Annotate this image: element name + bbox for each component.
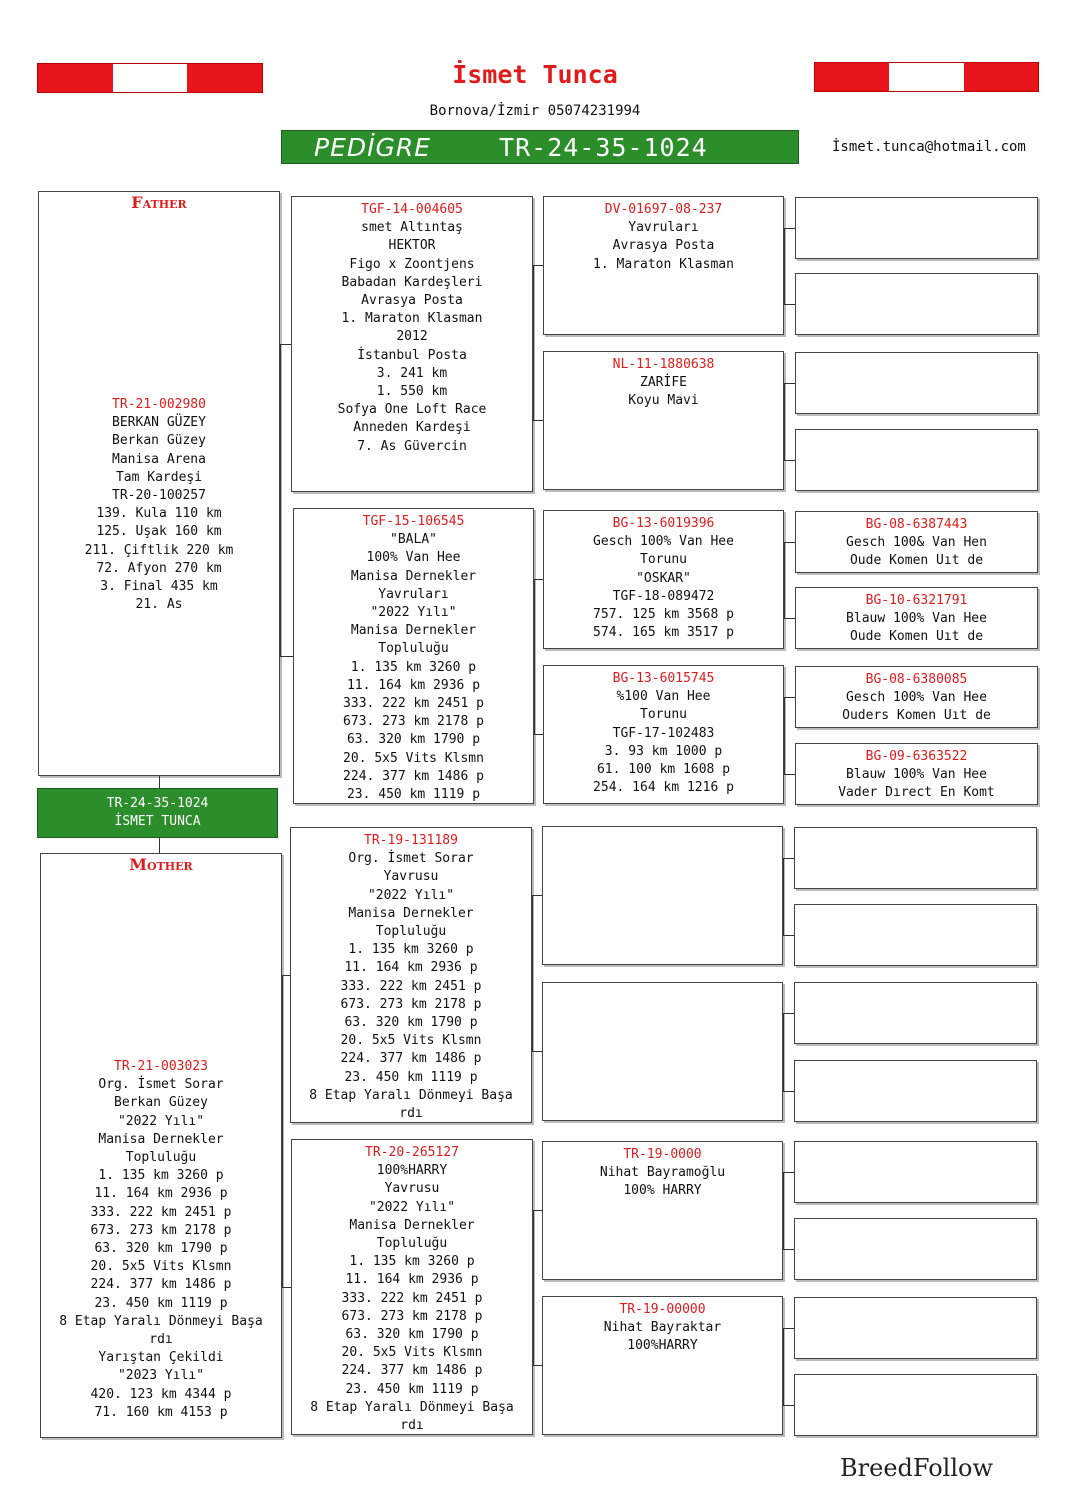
card-text-line: 1. Maraton Klasman bbox=[341, 311, 483, 327]
grandsire-paternal-card[interactable] bbox=[291, 196, 533, 492]
ancestor-g4-card-12[interactable] bbox=[794, 1060, 1037, 1122]
card-text-line: 1. Maraton Klasman bbox=[593, 256, 734, 272]
card-text-line: Figo x Zoontjens bbox=[349, 256, 475, 272]
mother-card[interactable] bbox=[40, 853, 282, 1438]
ancestor-mff-card[interactable] bbox=[542, 826, 783, 965]
connector-g3-6b bbox=[783, 1091, 794, 1092]
card-text-line: "2023 Yılı" bbox=[117, 1368, 205, 1384]
card-text-line: ZARİFE bbox=[640, 375, 687, 391]
card-text-line: 224. 377 km 1486 p bbox=[90, 1277, 232, 1293]
card-text-line: 224. 377 km 1486 p bbox=[341, 1363, 483, 1379]
card-lines bbox=[796, 766, 1037, 802]
card-text-line: TR-20-100257 bbox=[112, 488, 206, 504]
card-text-line: Topluluğu bbox=[125, 1150, 197, 1166]
connector-g3-2b bbox=[784, 460, 795, 461]
connector-ff-trunk bbox=[533, 265, 534, 421]
card-ring: BG-08-6380085 bbox=[865, 672, 968, 687]
card-text-line: 8 Etap Yaralı Dönmeyi Başa bbox=[310, 1399, 514, 1415]
connector-g3-4a bbox=[784, 697, 795, 698]
connector-g3-7b bbox=[783, 1249, 794, 1250]
card-ring: TR-19-131189 bbox=[364, 833, 458, 848]
card-text-line: 1. 135 km 3260 p bbox=[98, 1168, 224, 1184]
card-text-line: 20. 5x5 Vits Klsmn bbox=[343, 750, 484, 766]
card-text-line: 673. 273 km 2178 p bbox=[341, 1308, 483, 1324]
card-lines bbox=[543, 1164, 782, 1200]
subject-owner: İSMET TUNCA bbox=[114, 814, 201, 829]
card-lines bbox=[544, 688, 783, 797]
card-text-line: Babadan Kardeşleri bbox=[341, 274, 483, 290]
card-text-line: 20. 5x5 Vits Klsmn bbox=[90, 1259, 232, 1275]
card-text-line: 23. 450 km 1119 p bbox=[345, 1381, 479, 1397]
connector-subject-father bbox=[159, 776, 160, 788]
connector-mm-a bbox=[533, 1210, 542, 1211]
card-text-line: HEKTOR bbox=[388, 238, 436, 254]
mother-lines bbox=[41, 1076, 281, 1422]
flag-right bbox=[814, 62, 1039, 92]
granddam-maternal-card[interactable] bbox=[291, 1139, 533, 1435]
card-text-line: 63. 320 km 1790 p bbox=[345, 1327, 479, 1343]
ancestor-g4-card-4[interactable] bbox=[795, 429, 1038, 491]
connector-mf-a bbox=[532, 895, 542, 896]
connector-mm-b bbox=[533, 1365, 542, 1366]
card-text-line: Oude Komen Uıt de bbox=[849, 629, 984, 645]
card-text-line: Torunu bbox=[640, 552, 687, 568]
connector-mother-trunk bbox=[282, 975, 283, 1287]
card-text-line: Tam Kardeşi bbox=[115, 469, 203, 485]
card-text-line: 11. 164 km 2936 p bbox=[344, 960, 478, 976]
connector-mm-trunk bbox=[533, 1210, 534, 1366]
card-text-line: 61. 100 km 1608 p bbox=[596, 762, 731, 778]
connector-g3-2a bbox=[784, 383, 795, 384]
card-text-line: BERKAN GÜZEY bbox=[112, 415, 206, 431]
ancestor-g4-card-9[interactable] bbox=[794, 827, 1037, 889]
breeder-address: Bornova/İzmir 05074231994 bbox=[429, 103, 641, 119]
card-text-line: 333. 222 km 2451 p bbox=[90, 1204, 232, 1220]
connector-subject-mother bbox=[159, 838, 160, 853]
ancestor-g4-card-7[interactable] bbox=[795, 666, 1038, 728]
connector-g3-8a bbox=[783, 1328, 794, 1329]
card-text-line: Gesch 100% Van Hee bbox=[593, 534, 734, 550]
card-text-line: 125. Uşak 160 km bbox=[96, 524, 222, 540]
father-header: Father bbox=[131, 193, 187, 212]
card-text-line: rdı bbox=[149, 1332, 173, 1348]
card-ring: TR-19-0000 bbox=[623, 1147, 702, 1162]
card-text-line: 673. 273 km 2178 p bbox=[90, 1222, 232, 1238]
card-text-line: Manisa Dernekler bbox=[350, 623, 477, 639]
connector-fm-trunk bbox=[534, 579, 535, 735]
card-text-line: 139. Kula 110 km bbox=[96, 506, 222, 522]
connector-mf-b bbox=[532, 1051, 542, 1052]
card-ring: TGF-14-004605 bbox=[361, 202, 463, 217]
connector-father-trunk bbox=[280, 344, 281, 656]
card-text-line: TGF-18-089472 bbox=[612, 588, 715, 604]
card-text-line: 211. Çiftlik 220 km bbox=[84, 542, 234, 558]
card-text-line: Anneden Kardeşi bbox=[353, 420, 471, 436]
card-text-line: Blauw 100% Van Hee bbox=[846, 767, 987, 783]
card-text-line: Topluluğu bbox=[376, 1236, 448, 1252]
card-text-line: Avrasya Posta bbox=[612, 238, 715, 254]
ancestor-fff-card[interactable] bbox=[543, 196, 784, 335]
pedigree-banner bbox=[281, 130, 799, 164]
card-text-line: 254. 164 km 1216 p bbox=[593, 780, 734, 796]
card-lines bbox=[543, 1319, 782, 1355]
connector-g3-3 bbox=[784, 542, 785, 618]
card-lines bbox=[544, 219, 783, 274]
card-text-line: 8 Etap Yaralı Dönmeyi Başa bbox=[309, 1087, 513, 1103]
ancestor-g4-card-3[interactable] bbox=[795, 352, 1038, 414]
card-text-line: 100%HARRY bbox=[627, 1338, 698, 1354]
card-text-line: Blauw 100% Van Hee bbox=[846, 611, 987, 627]
card-ring: DV-01697-08-237 bbox=[604, 202, 723, 217]
card-text-line: 100% HARRY bbox=[623, 1183, 702, 1199]
card-text-line: 23. 450 km 1119 p bbox=[346, 787, 481, 803]
card-text-line: 20. 5x5 Vits Klsmn bbox=[340, 1033, 482, 1049]
card-lines bbox=[796, 610, 1037, 646]
card-text-line: 63. 320 km 1790 p bbox=[94, 1241, 228, 1257]
card-text-line: rdı bbox=[399, 1106, 423, 1122]
card-text-line: 21. As bbox=[135, 597, 183, 613]
card-ring: BG-09-6363522 bbox=[865, 749, 968, 764]
connector-mother-mf bbox=[282, 975, 291, 976]
father-ring: TR-21-002980 bbox=[112, 397, 206, 412]
breeder-email: İsmet.tunca@hotmail.com bbox=[832, 139, 1026, 155]
card-text-line: "2022 Yılı" bbox=[117, 1113, 205, 1129]
connector-ff-a bbox=[533, 265, 543, 266]
card-text-line: 1. 550 km bbox=[376, 384, 448, 400]
ancestor-fmf-card[interactable] bbox=[543, 510, 784, 649]
card-text-line: Manisa Dernekler bbox=[350, 568, 477, 584]
mother-ring: TR-21-003023 bbox=[114, 1059, 208, 1074]
ancestor-g4-card-11[interactable] bbox=[794, 982, 1037, 1044]
card-lines bbox=[292, 219, 532, 456]
connector-g3-6 bbox=[783, 1013, 784, 1091]
mother-header: Mother bbox=[129, 855, 193, 874]
card-text-line: 1. 135 km 3260 p bbox=[350, 659, 477, 675]
card-text-line: Topluluğu bbox=[378, 641, 449, 657]
card-text-line: 100% Van Hee bbox=[366, 550, 461, 566]
connector-g3-4 bbox=[784, 697, 785, 774]
card-ring: BG-13-6015745 bbox=[612, 671, 715, 686]
card-text-line: 673. 273 km 2178 p bbox=[340, 996, 482, 1012]
card-text-line: 71. 160 km 4153 p bbox=[94, 1404, 228, 1420]
card-text-line: 20. 5x5 Vits Klsmn bbox=[341, 1345, 483, 1361]
card-text-line: Yarıştan Çekildi bbox=[98, 1350, 224, 1366]
ancestor-mmm-card[interactable] bbox=[542, 1296, 783, 1435]
card-text-line: 333. 222 km 2451 p bbox=[340, 978, 482, 994]
ancestor-ffm-card[interactable] bbox=[543, 351, 784, 490]
card-text-line: "2022 Yılı" bbox=[370, 605, 457, 621]
card-text-line: rdı bbox=[400, 1418, 424, 1434]
connector-g3-7 bbox=[783, 1172, 784, 1249]
ancestor-g4-card-14[interactable] bbox=[794, 1218, 1037, 1280]
connector-g3-1 bbox=[784, 228, 785, 305]
card-lines bbox=[292, 1162, 532, 1435]
connector-g3-6a bbox=[783, 1013, 794, 1014]
subject-ring: TR-24-35-1024 bbox=[106, 796, 209, 811]
card-text-line: 333. 222 km 2451 p bbox=[343, 696, 484, 712]
card-text-line: 11. 164 km 2936 p bbox=[94, 1186, 228, 1202]
card-text-line: Ouders Komen Uıt de bbox=[842, 708, 991, 724]
ancestor-g4-card-10[interactable] bbox=[794, 904, 1037, 966]
card-text-line: 11. 164 km 2936 p bbox=[346, 677, 481, 693]
card-lines bbox=[291, 850, 531, 1123]
ancestor-g4-card-1[interactable] bbox=[795, 197, 1038, 259]
connector-g3-1a bbox=[784, 228, 795, 229]
connector-g3-8 bbox=[783, 1328, 784, 1405]
card-text-line: "OSKAR" bbox=[636, 570, 691, 586]
card-text-line: 63. 320 km 1790 p bbox=[344, 1015, 478, 1031]
card-text-line: Oude Komen Uıt de bbox=[849, 553, 984, 569]
pedigree-number: TR-24-35-1024 bbox=[499, 132, 708, 162]
connector-g3-4b bbox=[784, 774, 795, 775]
card-text-line: 673. 273 km 2178 p bbox=[343, 714, 484, 730]
card-text-line: 23. 450 km 1119 p bbox=[344, 1069, 478, 1085]
connector-fm-b bbox=[534, 734, 543, 735]
card-text-line: Berkan Güzey bbox=[112, 433, 206, 449]
card-ring: TGF-15-106545 bbox=[362, 514, 465, 529]
ancestor-g4-card-2[interactable] bbox=[795, 273, 1038, 335]
card-text-line: 224. 377 km 1486 p bbox=[340, 1051, 482, 1067]
ancestor-g4-card-16[interactable] bbox=[794, 1374, 1037, 1436]
card-text-line: Koyu Mavi bbox=[628, 393, 699, 409]
card-text-line: 3. 241 km bbox=[376, 365, 448, 381]
card-text-line: Yavrusu bbox=[383, 869, 439, 885]
father-lines bbox=[39, 414, 279, 614]
card-text-line: 3. Final 435 km bbox=[100, 579, 218, 595]
ancestor-mmf-card[interactable] bbox=[542, 1141, 783, 1280]
ancestor-g4-card-6[interactable] bbox=[795, 587, 1038, 649]
card-text-line: Berkan Güzey bbox=[114, 1095, 208, 1111]
connector-g3-7a bbox=[783, 1172, 794, 1173]
card-text-line: "2022 Yılı" bbox=[368, 1199, 456, 1215]
card-text-line: 8 Etap Yaralı Dönmeyi Başa bbox=[59, 1313, 263, 1329]
card-ring: BG-10-6321791 bbox=[865, 593, 968, 608]
card-lines bbox=[294, 531, 533, 804]
connector-g3-3b bbox=[784, 618, 795, 619]
connector-g3-5 bbox=[783, 858, 784, 935]
ancestor-g4-card-15[interactable] bbox=[794, 1297, 1037, 1359]
card-lines bbox=[544, 533, 783, 642]
card-text-line: Avrasya Posta bbox=[361, 293, 463, 309]
card-lines bbox=[796, 534, 1037, 570]
connector-fm-a bbox=[534, 579, 543, 580]
card-text-line: "BALA" bbox=[390, 532, 437, 548]
card-text-line: Nihat Bayraktar bbox=[603, 1320, 722, 1336]
card-text-line: Org. İsmet Sorar bbox=[348, 851, 474, 867]
connector-mf-trunk bbox=[532, 895, 533, 1052]
card-text-line: Manisa Dernekler bbox=[98, 1131, 224, 1147]
ancestor-mfm-card[interactable] bbox=[542, 982, 783, 1121]
card-text-line: Manisa Dernekler bbox=[348, 905, 474, 921]
card-text-line: 1. 135 km 3260 p bbox=[348, 942, 474, 958]
card-text-line: Torunu bbox=[640, 707, 687, 723]
grandsire-maternal-card[interactable] bbox=[290, 827, 532, 1123]
card-text-line: 574. 165 km 3517 p bbox=[593, 625, 734, 641]
pedigree-word: PEDİGRE bbox=[314, 132, 432, 162]
card-ring: NL-11-1880638 bbox=[612, 357, 715, 372]
card-text-line: "2022 Yılı" bbox=[367, 887, 455, 903]
card-text-line: Manisa Arena bbox=[112, 451, 206, 467]
brand-logo: BreedFollow bbox=[840, 1454, 994, 1482]
card-lines bbox=[796, 689, 1037, 725]
card-text-line: %100 Van Hee bbox=[616, 689, 711, 705]
connector-g3-3a bbox=[784, 542, 795, 543]
card-text-line: Yavruları bbox=[628, 220, 699, 236]
card-text-line: Yavrusu bbox=[384, 1181, 440, 1197]
card-text-line: İstanbul Posta bbox=[357, 347, 467, 363]
card-text-line: smet Altıntaş bbox=[361, 220, 463, 236]
card-text-line: 3. 93 km 1000 p bbox=[604, 743, 723, 759]
connector-ff-b bbox=[533, 420, 543, 421]
ancestor-fmm-card[interactable] bbox=[543, 665, 784, 804]
card-ring: TR-19-00000 bbox=[619, 1302, 706, 1317]
granddam-paternal-card[interactable] bbox=[293, 508, 534, 804]
card-text-line: 23. 450 km 1119 p bbox=[94, 1295, 228, 1311]
card-text-line: 420. 123 km 4344 p bbox=[90, 1386, 232, 1402]
card-text-line: Vader Dırect En Komt bbox=[838, 785, 995, 801]
ancestor-g4-card-5[interactable] bbox=[795, 511, 1038, 573]
card-text-line: Gesch 100% Van Hee bbox=[846, 690, 987, 706]
father-card[interactable] bbox=[38, 191, 280, 776]
ancestor-g4-card-13[interactable] bbox=[794, 1141, 1037, 1203]
card-text-line: 7. As Güvercin bbox=[357, 438, 467, 454]
card-text-line: 333. 222 km 2451 p bbox=[341, 1290, 483, 1306]
card-text-line: 224. 377 km 1486 p bbox=[343, 768, 484, 784]
card-ring: TR-20-265127 bbox=[365, 1145, 459, 1160]
card-text-line: Gesch 100& Van Hen bbox=[846, 535, 987, 551]
card-text-line: Nihat Bayramoğlu bbox=[599, 1165, 726, 1181]
card-text-line: 11. 164 km 2936 p bbox=[345, 1272, 479, 1288]
connector-g3-5a bbox=[783, 858, 794, 859]
connector-g3-1b bbox=[784, 304, 795, 305]
flag-left bbox=[37, 63, 263, 93]
connector-g3-8b bbox=[783, 1405, 794, 1406]
connector-g3-5b bbox=[783, 935, 794, 936]
card-text-line: 63. 320 km 1790 p bbox=[346, 732, 481, 748]
connector-father-ff bbox=[280, 344, 291, 345]
card-text-line: TGF-17-102483 bbox=[612, 725, 715, 741]
card-ring: BG-13-6019396 bbox=[612, 516, 715, 531]
card-text-line: 2012 bbox=[396, 329, 428, 345]
connector-mother-mm bbox=[282, 1287, 291, 1288]
connector-g3-2 bbox=[784, 383, 785, 460]
card-text-line: 757. 125 km 3568 p bbox=[593, 607, 734, 623]
subject-bird[interactable] bbox=[37, 788, 278, 838]
card-text-line: Yavruları bbox=[378, 586, 449, 602]
ancestor-g4-card-8[interactable] bbox=[795, 743, 1038, 805]
card-text-line: Topluluğu bbox=[375, 924, 447, 940]
card-text-line: 100%HARRY bbox=[376, 1163, 448, 1179]
card-lines bbox=[544, 374, 783, 410]
card-text-line: Org. İsmet Sorar bbox=[98, 1077, 224, 1093]
connector-father-fm bbox=[280, 656, 293, 657]
breeder-name: İsmet Tunca bbox=[452, 60, 618, 89]
card-text-line: 72. Afyon 270 km bbox=[96, 560, 222, 576]
card-ring: BG-08-6387443 bbox=[865, 517, 968, 532]
card-text-line: Sofya One Loft Race bbox=[337, 402, 487, 418]
card-text-line: 1. 135 km 3260 p bbox=[349, 1254, 475, 1270]
card-text-line: Manisa Dernekler bbox=[349, 1217, 475, 1233]
